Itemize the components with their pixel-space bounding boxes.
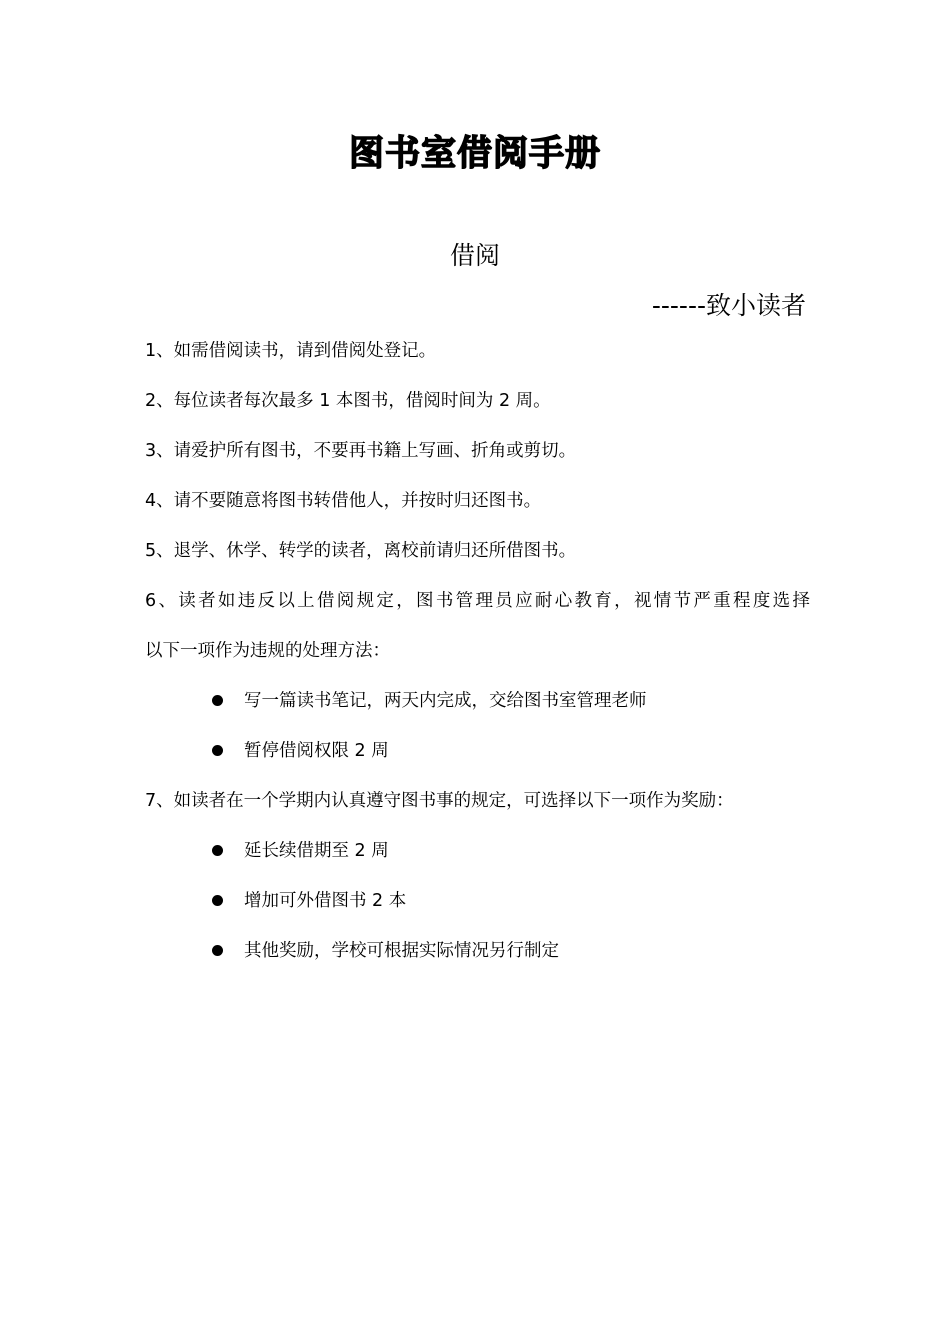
document-title: 图书室借阅手册 — [348, 134, 601, 174]
rule-3: 3、请爱护所有图书，不要再书籍上写画、折角或剪切。 — [145, 441, 577, 461]
bullet-icon — [212, 745, 223, 756]
bullet-icon — [212, 895, 223, 906]
rule-6-bullet-2: 暂停借阅权限 2 周 — [244, 741, 389, 761]
document-subtitle: 借阅 — [449, 241, 500, 270]
rule-2: 2、每位读者每次最多 1 本图书，借阅时间为 2 周。 — [145, 391, 551, 411]
rule-7-bullet-3: 其他奖励，学校可根据实际情况另行制定 — [244, 941, 559, 961]
rule-7: 7、如读者在一个学期内认真遵守图书事的规定，可选择以下一项作为奖励： — [145, 791, 734, 811]
rule-6-bullet-1: 写一篇读书笔记，两天内完成，交给图书室管理老师 — [244, 691, 647, 711]
bullet-icon — [212, 945, 223, 956]
list-item — [145, 934, 810, 984]
rules-list — [145, 334, 810, 984]
list-item — [145, 884, 810, 934]
rule-4: 4、请不要随意将图书转借他人，并按时归还图书。 — [145, 491, 542, 511]
rule-7-bullet-1: 延长续借期至 2 周 — [244, 841, 389, 861]
rule-7-bullet-2: 增加可外借图书 2 本 — [244, 891, 407, 911]
list-item — [145, 734, 810, 784]
dedication-line: ------致小读者 — [651, 291, 806, 320]
bullet-icon — [212, 845, 223, 856]
rule-6-line-2: 以下一项作为违规的处理方法： — [145, 641, 390, 661]
bullet-icon — [212, 695, 223, 706]
rule-1: 1、如需借阅读书，请到借阅处登记。 — [145, 341, 437, 361]
rule-5: 5、退学、休学、转学的读者，离校前请归还所借图书。 — [145, 541, 577, 561]
list-item — [145, 834, 810, 884]
list-item — [145, 684, 810, 734]
rule-6-line-1: 6、读者如违反以上借阅规定，图书管理员应耐心教育，视情节严重程度选择 — [145, 591, 810, 611]
